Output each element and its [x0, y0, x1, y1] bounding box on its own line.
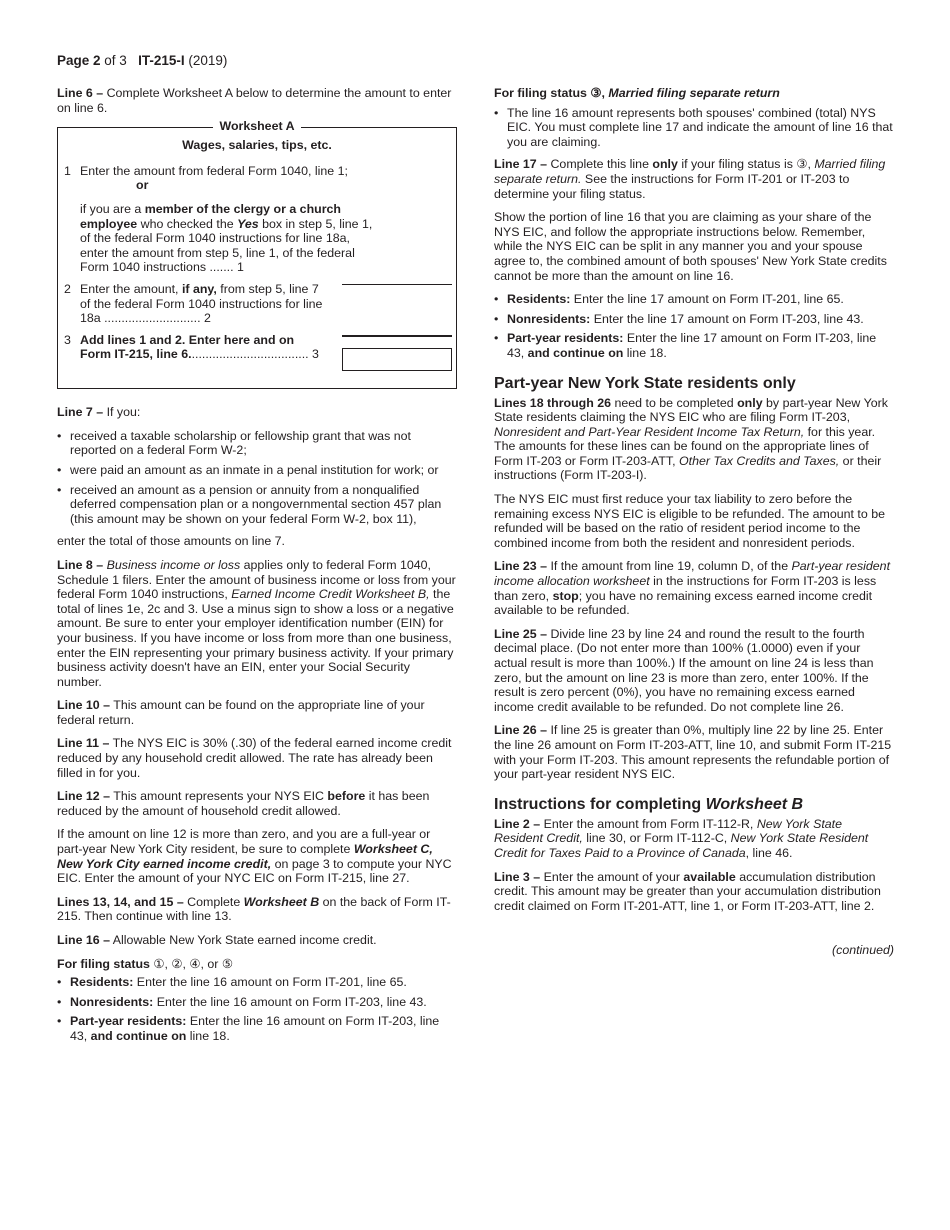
ws-line-3-box[interactable]	[342, 348, 452, 371]
right-column	[494, 86, 894, 958]
line6-para: Line 6 – Complete Worksheet A below to determine the amount to enter on line 6.	[57, 86, 452, 115]
fs3-list	[494, 106, 894, 150]
list-item: • The line 16 amount represents both spouses' combined (total) NYS EIC. You must complete line 17 and indicate the amount of line 16 that you are claiming.	[494, 106, 894, 150]
part-year-para: Lines 18 through 26 need to be completed only by part-year New York State residents claiming the NYS EIC who are filing Form IT-203, Nonresident and Part-Year Resident Income Tax Return, for this year. The amounts for these lines can be found on the appropriate lines of Form IT-203 or Form IT-203-ATT, Other Tax Credits and Taxes, or their instructions (Form IT-203-I).	[494, 395, 888, 483]
list-item: • Nonresidents: Enter the line 17 amount on Form IT-203, line 43.	[494, 312, 894, 327]
ws-row-2: 2 Enter the amount, if any, from step 5, line 7 of the federal Form 1040 instructions for line 18a ............................ 2	[64, 281, 323, 326]
list-item: • Part-year residents: Enter the line 17 amount on Form IT-203, line 43, and continue on line 18.	[494, 331, 894, 360]
line7-end: enter the total of those amounts on line 7.	[57, 534, 285, 549]
page-label: Page	[57, 53, 94, 68]
list-item: • received an amount as a pension or annuity from a nonqualified deferred compensation plan or a nongovernmental section 457 plan (this amount may be shown on your federal Form W-2, box 11),	[57, 483, 457, 527]
show-portion-para: Show the portion of line 16 that you are claiming as your share of the NYS EIC, and follow the appropriate instructions below. Remember, while the NYS EIC can be split in any manner you and your spouse agree to, the combined amount of both spouses' New York State credits cannot be more than the amount on line 16.	[494, 210, 887, 283]
line8-para: Line 8 – Business income or loss applies only to federal Form 1040, Schedule 1 filers. Enter the amount of business income or loss from your federal Form 1040 instructions, Earned Income Credit Worksheet B, the total of lines 1e, 2c and 3. Use a minus sign to show a loss or a negative amount. Be sure to enter your employer identification number (EIN) for your business. If you have income or loss from more than one business, enter the EIN representing your primary business activity. If your primary business activity doesn't have an EIN, enter your Social Security number.	[57, 557, 456, 689]
worksheet-a-title: Worksheet A	[58, 119, 456, 134]
ws-line-1-entry[interactable]	[342, 284, 452, 285]
form-id: IT-215-I	[138, 53, 185, 68]
page-header	[57, 54, 227, 69]
list-item: • Part-year residents: Enter the line 16 amount on Form IT-203, line 43, and continue on line 18.	[57, 1014, 457, 1043]
filing-status-heading: For filing status ①, ②, ④, or ⑤	[57, 956, 233, 971]
line7-list	[57, 429, 457, 527]
line17-list	[494, 292, 894, 360]
nyc-para: If the amount on line 12 is more than zero, and you are a full-year or part-year New York City resident, be sure to complete Worksheet C, New York City earned income credit, on page 3 to compute your NYC EIC. Enter the amount of your NYC EIC on Form IT-215, line 27.	[57, 827, 452, 886]
line10-para: Line 10 – This amount can be found on the appropriate line of your federal return.	[57, 698, 425, 727]
lines13-15-para: Lines 13, 14, and 15 – Complete Worksheet B on the back of Form IT-215. Then continue with line 13.	[57, 894, 451, 924]
reduce-para: The NYS EIC must first reduce your tax liability to zero before the remaining excess NYS EIC is eligible to be refunded. The amount to be refunded will be based on the ratio of resident period income to the combined income from both the resident and nonresident periods.	[494, 492, 885, 550]
wsb-line2-para: Line 2 – Enter the amount from Form IT-112-R, New York State Resident Credit, line 30, or Form IT-112-C, New York State Resident Credit for Taxes Paid to a Province of Canada, line 46.	[494, 816, 869, 860]
continued-label: (continued)	[832, 943, 894, 958]
list-item: • were paid an amount as an inmate in a penal institution for work; or	[57, 463, 457, 478]
page-of: of 3	[100, 53, 127, 68]
left-column	[57, 86, 457, 1052]
wsb-line3-para: Line 3 – Enter the amount of your available accumulation distribution credit. This amount may be greater than your accumulation distribution credit claimed on Form IT-201-ATT, line 1, or Form IT-203-ATT, line 2.	[494, 869, 881, 913]
part-year-heading: Part-year New York State residents only	[494, 374, 796, 392]
line17-para: Line 17 – Complete this line only if your filing status is ③, Married filing separate return. See the instructions for Form IT-201 or IT-203 to determine your filing status.	[494, 157, 886, 201]
ws-row-3: 3 Add lines 1 and 2. Enter here and on Form IT-215, line 6................................... 3	[64, 332, 319, 362]
list-item: • Residents: Enter the line 16 amount on Form IT-201, line 65.	[57, 975, 457, 990]
list-item: • received a taxable scholarship or fellowship grant that was not reported on a federal Form W-2;	[57, 429, 457, 458]
line25-para: Line 25 – Divide line 23 by line 24 and round the result to the fourth decimal place. (Do not enter more than 100% (1.0000) even if your actual result is more than 100%.) If the amount on line 24 is less than zero, but the amount on line 23 is more than zero, enter 100%. If the result is zero percent (0%), you have no remaining excess earned income credit available to be refunded. Do not complete line 26.	[494, 626, 874, 714]
list-item: • Nonresidents: Enter the line 16 amount on Form IT-203, line 43.	[57, 995, 457, 1010]
page-number: 2	[93, 53, 101, 68]
worksheet-a	[57, 119, 457, 389]
worksheet-a-subtitle: Wages, salaries, tips, etc.	[182, 138, 332, 153]
worksheet-b-heading: Instructions for completing Worksheet B	[494, 795, 804, 813]
fs3-heading: For filing status ③, Married filing separate return	[494, 86, 780, 100]
line23-para: Line 23 – If the amount from line 19, column D, of the Part-year resident income allocation worksheet in the instructions for Form IT-203 is less than zero, stop; you have no remaining excess earned income credit available to be refunded.	[494, 559, 891, 618]
line16-para: Line 16 – Allowable New York State earned income credit.	[57, 933, 377, 947]
filing-status-list	[57, 975, 457, 1043]
line26-para: Line 26 – If line 25 is greater than 0%, multiply line 22 by line 25. Enter the line 26 amount on Form IT-203-ATT, line 10, and submit Form IT-215 with your Form IT-203. This amount represents the refundable portion of your part-year resident NYS EIC.	[494, 723, 892, 782]
list-item: • Residents: Enter the line 17 amount on Form IT-201, line 65.	[494, 292, 894, 307]
line12-para: Line 12 – This amount represents your NYS EIC before it has been reduced by the amount of household credit allowed.	[57, 789, 430, 818]
form-year: (2019)	[184, 53, 228, 68]
line7-para: Line 7 – If you:	[57, 405, 141, 420]
ws-row-1: 1 Enter the amount from federal Form 1040, line 1; or if you are a member of the clergy or a church employee who checked the Yes box in step 5, line 1, of the federal Form 1040 instructions for line 18a, enter the amount from step 5, line 1, of the federal Form 1040 instructions ....... 1	[64, 163, 373, 275]
line11-para: Line 11 – The NYS EIC is 30% (.30) of the federal earned income credit reduced by any household credit allowed. The rate has already been filled in for you.	[57, 736, 452, 780]
ws-line-2-entry[interactable]	[342, 335, 452, 337]
